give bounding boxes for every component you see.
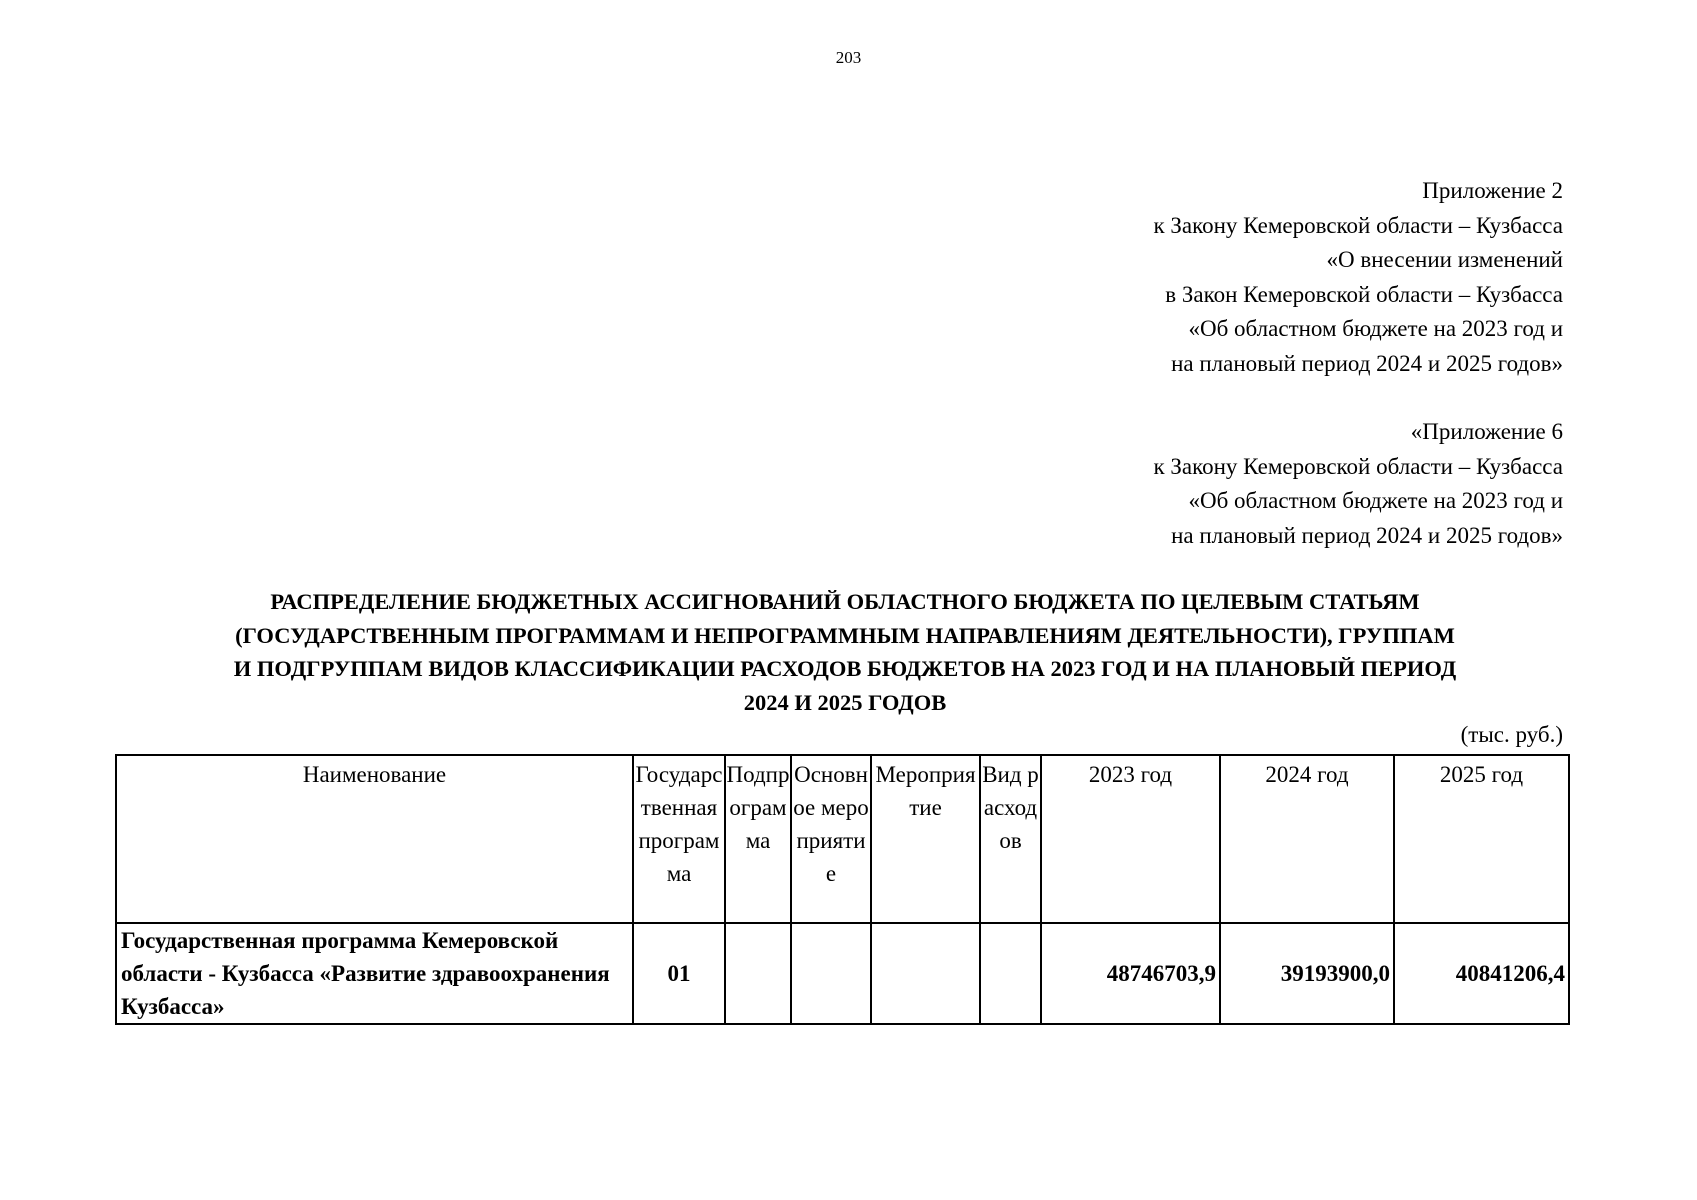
header-main-event: Основное мероприятие xyxy=(791,755,871,923)
title-line: (ГОСУДАРСТВЕННЫМ ПРОГРАММАМ И НЕПРОГРАММНЫМ НАПРАВЛЕНИЯМ ДЕЯТЕЛЬНОСТИ), ГРУППАМ xyxy=(235,622,1455,648)
appendix-line: «О внесении изменений xyxy=(1326,247,1563,273)
appendix-line: «Об областном бюджете на 2023 год и xyxy=(1188,488,1563,514)
units-label: (тыс. руб.) xyxy=(1460,722,1563,747)
cell-subprogram xyxy=(725,923,791,1024)
cell-2023: 48746703,9 xyxy=(1041,923,1220,1024)
table-header-row xyxy=(116,755,1569,923)
header-expense-type: Вид расходов xyxy=(980,755,1041,923)
appendix-line: в Закон Кемеровской области – Кузбасса xyxy=(1165,281,1563,307)
cell-2025: 40841206,4 xyxy=(1394,923,1569,1024)
appendix-line: к Закону Кемеровской области – Кузбасса xyxy=(1153,212,1563,238)
appendix-line: «Приложение 6 xyxy=(1410,419,1563,444)
header-2025: 2025 год xyxy=(1394,755,1569,923)
cell-program: 01 xyxy=(633,923,725,1024)
cell-2024: 39193900,0 xyxy=(1220,923,1394,1024)
header-event: Мероприятие xyxy=(871,755,980,923)
appendix-line: к Закону Кемеровской области – Кузбасса xyxy=(1153,453,1563,479)
cell-main-event xyxy=(791,923,871,1024)
cell-name: Государственная программа Кемеровской области - Кузбасса «Развитие здравоохранения Кузбасса» xyxy=(116,923,633,1024)
header-subprogram: Подпрограмма xyxy=(725,755,791,923)
header-program: Государственная программа xyxy=(633,755,725,923)
appendix-line: на плановый период 2024 и 2025 годов» xyxy=(1171,350,1563,376)
header-2024: 2024 год xyxy=(1220,755,1394,923)
cell-event xyxy=(871,923,980,1024)
header-2023: 2023 год xyxy=(1041,755,1220,923)
title-line: И ПОДГРУППАМ ВИДОВ КЛАССИФИКАЦИИ РАСХОДОВ БЮДЖЕТОВ НА 2023 ГОД И НА ПЛАНОВЫЙ ПЕРИОД xyxy=(233,656,1457,681)
header-name: Наименование xyxy=(116,755,633,923)
table-row xyxy=(116,923,1569,1024)
title-line: 2024 И 2025 ГОДОВ xyxy=(743,689,947,715)
title-line: РАСПРЕДЕЛЕНИЕ БЮДЖЕТНЫХ АССИГНОВАНИЙ ОБЛАСТНОГО БЮДЖЕТА ПО ЦЕЛЕВЫМ СТАТЬЯМ xyxy=(270,589,1420,614)
appendix-6-reference-block xyxy=(1153,415,1563,553)
page-number: 203 xyxy=(835,48,862,67)
appendix-line: на плановый период 2024 и 2025 годов» xyxy=(1171,522,1563,548)
cell-expense-type xyxy=(980,923,1041,1024)
appendix-reference-block xyxy=(1153,174,1563,382)
document-title xyxy=(117,585,1573,719)
appendix-line: «Об областном бюджете на 2023 год и xyxy=(1188,316,1563,342)
appendix-line: Приложение 2 xyxy=(1422,178,1563,203)
budget-table xyxy=(115,754,1570,1025)
